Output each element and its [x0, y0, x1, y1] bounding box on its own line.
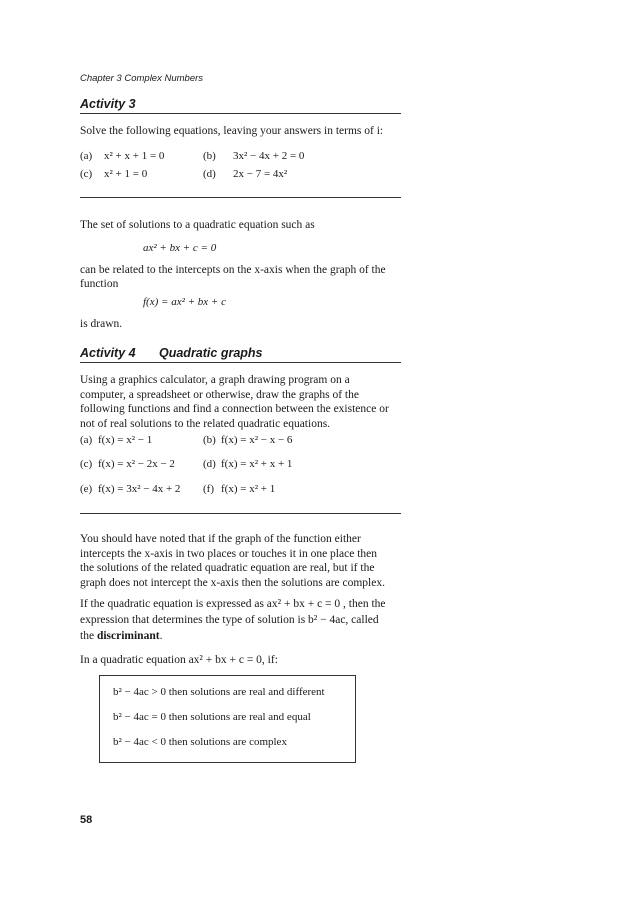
function-equation: f(x) = ax² + bx + c: [143, 296, 226, 308]
graph-b-function: f(x) = x² − x − 6: [221, 434, 293, 446]
exercise-d-equation: 2x − 7 = 4x²: [233, 168, 288, 180]
exercise-a-label: (a): [80, 150, 93, 162]
intro-text: The set of solutions to a quadratic equation such as: [80, 219, 315, 231]
activity-4-text-line: not of real solutions to the related quadratic equations.: [80, 417, 331, 430]
activity-4-title: Activity 4: [80, 346, 136, 360]
graph-a-label: (a): [80, 434, 93, 446]
page-number: 58: [80, 814, 93, 826]
graph-f-label: (f): [203, 483, 214, 495]
exercise-b-label: (b): [203, 150, 216, 162]
body-line-4: is drawn.: [80, 318, 123, 330]
body-line-3: function: [80, 278, 119, 290]
discriminant-line-3: [80, 630, 162, 642]
discriminant-period: .: [159, 630, 163, 642]
discriminant-line-1: If the quadratic equation is expressed as ax² + bx + c = 0 , then the: [80, 598, 386, 610]
body-line-2: can be related to the intercepts on the x-axis when the graph of the: [80, 264, 386, 276]
discriminant-term: discriminant: [96, 630, 160, 642]
exercise-b-equation: 3x² − 4x + 2 = 0: [233, 150, 305, 162]
graph-f-function: f(x) = x² + 1: [221, 483, 276, 495]
activity-3-instruction: Solve the following equations, leaving your answers in terms of i:: [80, 125, 384, 137]
summary-line: graph does not intercept the x-axis then the solutions are complex.: [80, 576, 385, 589]
activity-4-text-line: Using a graphics calculator, a graph drawing program on a: [80, 374, 350, 386]
activity-3-title: Activity 3: [80, 97, 136, 111]
exercise-c-equation: x² + 1 = 0: [104, 168, 148, 180]
graph-a-function: f(x) = x² − 1: [98, 434, 153, 446]
summary-line: intercepts the x-axis in two places or touches it in one place then: [80, 547, 377, 560]
box-row-real-different: b² − 4ac > 0 then solutions are real and different: [113, 686, 325, 698]
graph-d-label: (d): [203, 458, 216, 470]
graph-c-label: (c): [80, 458, 93, 470]
activity-3-bottom-rule: [80, 197, 401, 198]
summary-paragraph: [80, 532, 405, 590]
exercise-d-label: (d): [203, 168, 216, 180]
activity-4-bottom-rule: [80, 513, 401, 514]
box-row-real-equal: b² − 4ac = 0 then solutions are real and equal: [113, 711, 311, 723]
chapter-header: Chapter 3 Complex Numbers: [80, 73, 204, 84]
graph-e-label: (e): [80, 483, 93, 495]
discriminant-line-2: expression that determines the type of solution is b² − 4ac, called: [80, 614, 379, 626]
condition-intro: In a quadratic equation ax² + bx + c = 0, if:: [80, 654, 278, 666]
summary-line: the solutions of the related quadratic equation are real, but if the: [80, 562, 375, 574]
graph-c-function: f(x) = x² − 2x − 2: [98, 458, 175, 470]
box-row-complex: b² − 4ac < 0 then solutions are complex: [113, 736, 287, 748]
activity-4-top-rule: [80, 362, 401, 363]
discriminant-the: the: [80, 630, 95, 642]
activity-4-subtitle: Quadratic graphs: [159, 346, 263, 360]
activity-3-top-rule: [80, 113, 401, 114]
quadratic-equation: ax² + bx + c = 0: [143, 242, 217, 254]
discriminant-box: [99, 675, 356, 763]
graph-d-function: f(x) = x² + x + 1: [221, 458, 293, 470]
graph-b-label: (b): [203, 434, 216, 446]
graph-e-function: f(x) = 3x² − 4x + 2: [98, 483, 181, 495]
activity-4-instructions: [80, 373, 405, 431]
activity-4-text-line: following functions and find a connection between the existence or: [80, 403, 389, 415]
exercise-c-label: (c): [80, 168, 93, 180]
exercise-a-equation: x² + x + 1 = 0: [104, 150, 165, 162]
activity-4-text-line: computer, a spreadsheet or otherwise, draw the graphs of the: [80, 388, 359, 401]
summary-line: You should have noted that if the graph of the function either: [80, 533, 361, 545]
